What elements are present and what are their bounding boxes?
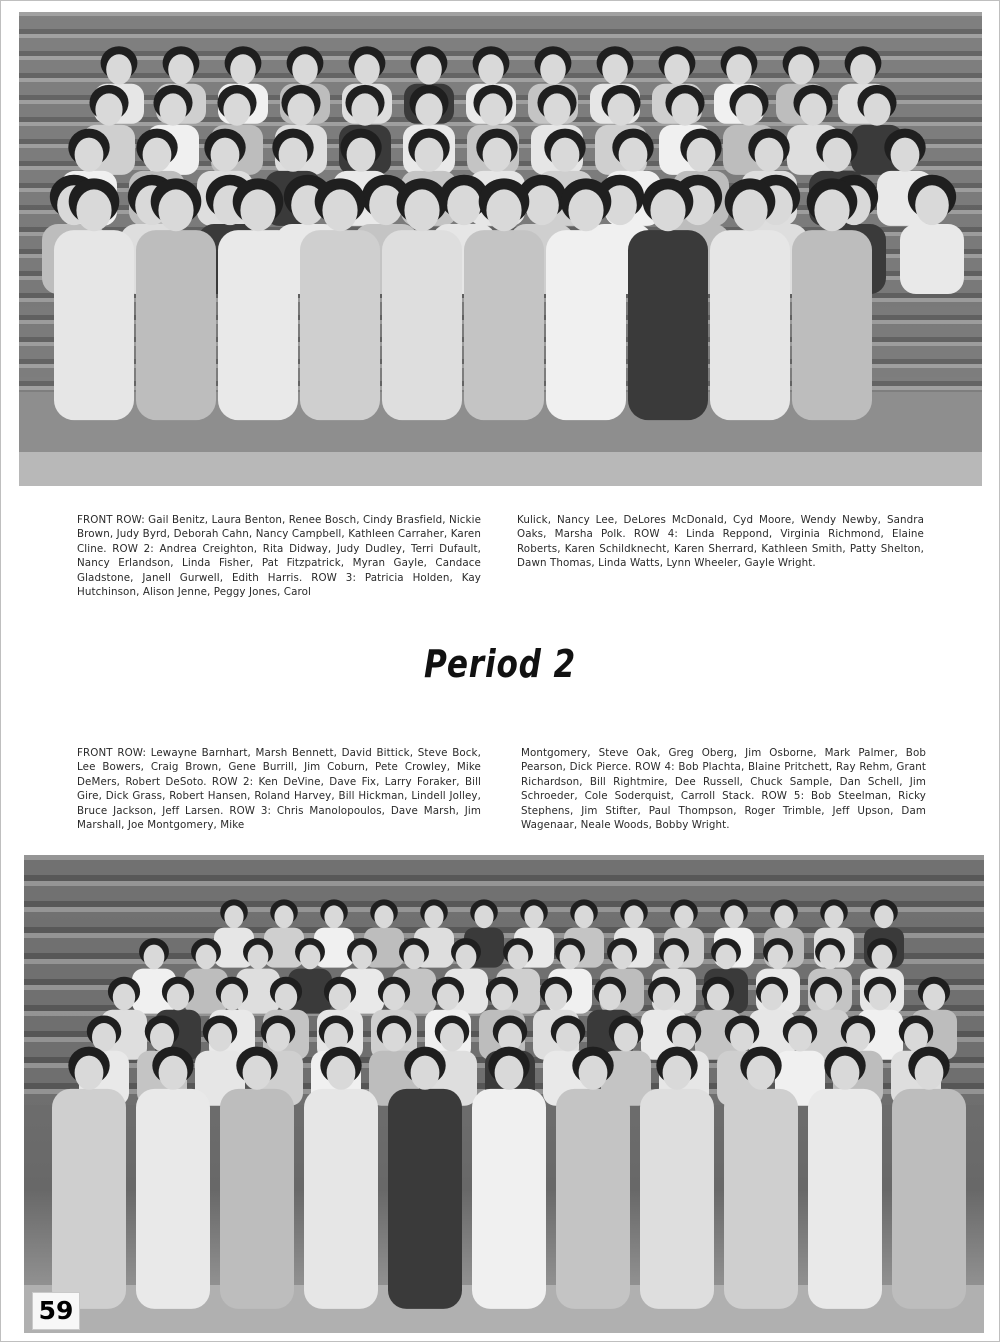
class-photo-girls <box>19 12 982 486</box>
caption-boys-right: Montgomery, Steve Oak, Greg Oberg, Jim Osborne, Mark Palmer, Bob Pearson, Dick Pierce. ROW 4: Bob Plachta, Blaine Pritchett, Ray Rehm, Grant Richardson, Bill Rightmire, Dee Russell, Chuck Sample, Dan Schell, Jim Schroeder, Cole Soderquist, Carroll Stack. ROW 5: Bob Steelman, Ricky Stephens, Jim Stifter, Paul Thompson, Roger Trimble, Jeff Upson, Dam Wagenaar, Neale Woods, Bobby Wright. <box>521 747 926 832</box>
caption-girls-left: FRONT ROW: Gail Benitz, Laura Benton, Renee Bosch, Cindy Brasfield, Nickie Brown, Judy Byrd, Deborah Cahn, Nancy Campbell, Kathleen Carraher, Karen Cline. ROW 2: Andrea Creighton, Rita Didway, Judy Dudley, Terri Dufault, Nancy Erlandson, Linda Fisher, Pat Fitzpatrick, Myran Gayle, Candace Gladstone, Janell Gurwell, Edith Harris. ROW 3: Patricia Holden, Kay Hutchinson, Alison Jenne, Peggy Jones, Carol <box>77 514 481 599</box>
class-photo-girls-image <box>19 12 982 486</box>
caption-boys-left: FRONT ROW: Lewayne Barnhart, Marsh Bennett, David Bittick, Steve Bock, Lee Bowers, Craig Brown, Gene Burrill, Jim Coburn, Pete Crowley, Mike DeMers, Robert DeSoto. ROW 2: Ken DeVine, Dave Fix, Larry Foraker, Bill Gire, Dick Grass, Robert Hansen, Roland Harvey, Bill Hickman, Lindell Jolley, Bruce Jackson, Jeff Larsen. ROW 3: Chris Manolopoulos, Dave Marsh, Jim Marshall, Joe Montgomery, Mike <box>77 747 481 832</box>
class-photo-boys-image <box>24 855 984 1333</box>
caption-girls-right: Kulick, Nancy Lee, DeLores McDonald, Cyd Moore, Wendy Newby, Sandra Oaks, Marsha Polk. ROW 4: Linda Reppond, Virginia Richmond, Elaine Roberts, Karen Schildknecht, Karen Sherrard, Kathleen Smith, Patty Shelton, Dawn Thomas, Linda Watts, Lynn Wheeler, Gayle Wright. <box>517 514 924 570</box>
girl-figure <box>900 175 964 294</box>
class-photo-boys <box>24 855 984 1333</box>
page-number: 59 <box>32 1292 80 1330</box>
section-heading: Period 2 <box>423 642 576 686</box>
